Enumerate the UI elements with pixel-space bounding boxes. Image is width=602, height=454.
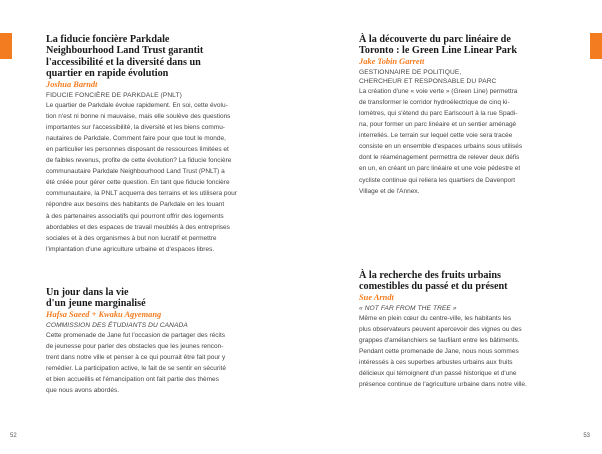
article-body: La création d'une « voie verte » (Green Line) permettra de transformer le corridor hydroélectrique de cinq ki- lomètres, qui s'étend du parc Earlscourt à la rue Spadi- na, pour former un parc linéaire et un sentier aménagé interreliés. Le terrain sur lequel cette voie sera tracée consiste en un ensemble d'espaces urbains sous utilisés dont le réaménagement permettra de relever deux défis en un, en créant un parc linéaire et une voie pédestre et cycliste continue qui reliera les quartiers de Davenport Village et de l'Annex.: [359, 87, 523, 195]
article-affiliation: COMMISSION DES ÉTUDIANTS DU CANADA: [46, 321, 188, 329]
article-title: La fiducie foncière Parkdale Neighbourhood Land Trust garantit l'accessibilité et la diversité dans un quartier en rapide évolution: [46, 34, 204, 80]
right-page-tab: [590, 33, 602, 59]
article-parkdale: [46, 34, 258, 255]
article-author: Joshua Barndt: [46, 79, 98, 89]
article-jeune-marginalise: [46, 287, 258, 396]
article-affiliation: FIDUCIE FONCIÈRE DE PARKDALE (PNLT): [46, 91, 182, 99]
article-title: À la découverte du parc linéaire de Toronto : le Green Line Linear Park: [359, 34, 518, 57]
article-author: Jake Tobin Garrett: [359, 56, 425, 66]
article-affiliation: GESTIONNAIRE DE POLITIQUE, CHERCHEUR ET RESPONSABLE DU PARC: [359, 68, 497, 85]
article-author: Hafsa Saeed + Kwaku Agyemang: [46, 309, 162, 319]
article-body: Le quartier de Parkdale évolue rapidement. En soi, cette évolu- tion n'est ni bonne ni mauvaise, mais elle soulève des questions importantes sur l'accessibilité, la diversité et les biens commu- nautaires de Parkdale. Comment faire pour que tout le monde, en particulier les personnes disposant de ressources limitées et de faibles revenus, profite de cette évolution? La fiducie foncière communautaire Parkdale Neighbourhood Land Trust (PNLT) a été créée pour gérer cette question. En tant que fiducie foncière communautaire, la PNLT acquerra des terrains et les utilisera pour répondre aux besoins des habitants de Parkdale en les louant à des partenaires associatifs qui pourront offrir des logements abordables et des espaces de travail meublés à des entreprises sociales et à des organismes à but non lucratif et permettre l'implantation d'une agriculture urbaine et d'espaces libres.: [46, 101, 237, 253]
left-page-tab: [0, 33, 12, 59]
article-author: Sue Arndt: [359, 292, 394, 302]
article-fruits-urbains: [359, 270, 571, 390]
article-title: À la recherche des fruits urbains comestibles du passé et du présent: [359, 270, 508, 293]
page-number-right: 53: [583, 433, 590, 439]
article-title: Un jour dans la vie d'un jeune marginalisé: [46, 287, 146, 310]
article-green-line: [359, 34, 571, 197]
article-body: Cette promenade de Jane fut l'occasion de partager des récits de jeunesse pour parler des obstacles que les jeunes rencon- trent dans notre ville et penser à ce qui pourrait être fait pour y remédier. La participation active, le fait de se sentir en sécurité et bien accueillis et l'émancipation ont fait partie des thèmes que nous avons abordés.: [46, 331, 226, 395]
page-number-left: 52: [10, 433, 17, 439]
article-body: Même en plein cœur du centre-ville, les habitants les plus observateurs peuvent apercevoir des vignes ou des grappes d'amélanchiers se faufilant entre les bâtiments. Pendant cette promenade de Jane, nous nous sommes intéressés à ces superbes arbustes urbains aux fruits délicieux qui témoignent d'un passé historique et d'une présence continue de l'agriculture urbaine dans notre ville.: [359, 314, 527, 389]
article-affiliation: « NOT FAR FROM THE TREE »: [359, 304, 457, 312]
